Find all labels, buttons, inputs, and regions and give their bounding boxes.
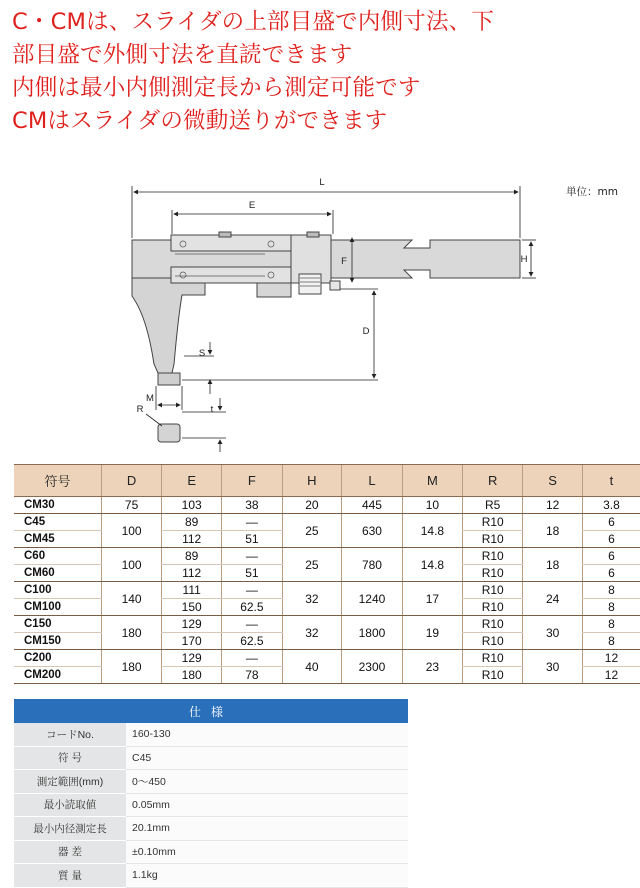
spec-value: 0～450 bbox=[126, 770, 408, 794]
table-row bbox=[14, 650, 640, 667]
cell-t: 8 bbox=[582, 616, 640, 633]
cell-t: 6 bbox=[582, 514, 640, 531]
cell-symbol: CM100 bbox=[14, 599, 102, 616]
cell-r: R10 bbox=[463, 531, 523, 548]
spec-value: ±0.10mm bbox=[126, 840, 408, 864]
label-f: F bbox=[341, 256, 347, 267]
table-row bbox=[14, 616, 640, 633]
spec-row bbox=[14, 840, 408, 864]
cell-f: 51 bbox=[222, 565, 282, 582]
cell-f: — bbox=[222, 548, 282, 565]
spec-key: 符 号 bbox=[14, 746, 126, 770]
cell-h: 32 bbox=[282, 616, 342, 650]
cell-h: 32 bbox=[282, 582, 342, 616]
cell-m: 14.8 bbox=[402, 548, 462, 582]
cell-f: 38 bbox=[222, 497, 282, 514]
cell-l: 445 bbox=[342, 497, 403, 514]
cell-symbol: C60 bbox=[14, 548, 102, 565]
intro-line: 部目盛で外側寸法を直読できます bbox=[12, 42, 353, 68]
cell-s: 30 bbox=[523, 650, 583, 684]
spec-row bbox=[14, 746, 408, 770]
cell-l: 1800 bbox=[342, 616, 403, 650]
cell-r: R10 bbox=[463, 565, 523, 582]
cell-r: R10 bbox=[463, 599, 523, 616]
unit-note: 単位：mm bbox=[566, 186, 618, 198]
spec-value: 160-130 bbox=[126, 723, 408, 746]
cell-symbol: CM30 bbox=[14, 497, 102, 514]
cell-f: — bbox=[222, 514, 282, 531]
cell-e: 129 bbox=[162, 616, 222, 633]
label-d: D bbox=[362, 326, 370, 337]
cell-m: 23 bbox=[402, 650, 462, 684]
cell-l: 780 bbox=[342, 548, 403, 582]
cell-t: 3.8 bbox=[582, 497, 640, 514]
cell-e: 180 bbox=[162, 667, 222, 684]
spec-key: 測定範囲(mm) bbox=[14, 770, 126, 794]
cell-t: 12 bbox=[582, 650, 640, 667]
cell-t: 12 bbox=[582, 667, 640, 684]
caliper-diagram bbox=[0, 168, 640, 460]
header-d: D bbox=[102, 465, 162, 497]
header-symbol: 符号 bbox=[14, 465, 102, 497]
header-h: H bbox=[282, 465, 342, 497]
header-l: L bbox=[342, 465, 403, 497]
cell-e: 112 bbox=[162, 565, 222, 582]
spec-key: コードNo. bbox=[14, 723, 126, 746]
cell-d: 180 bbox=[102, 650, 162, 684]
cell-f: — bbox=[222, 616, 282, 633]
header-s: S bbox=[523, 465, 583, 497]
spec-row bbox=[14, 723, 408, 746]
cell-r: R10 bbox=[463, 667, 523, 684]
table-row bbox=[14, 497, 640, 514]
cell-s: 24 bbox=[523, 582, 583, 616]
spec-row bbox=[14, 864, 408, 888]
cell-symbol: CM60 bbox=[14, 565, 102, 582]
spec-key: 最小読取値 bbox=[14, 793, 126, 817]
cell-f: 51 bbox=[222, 531, 282, 548]
cell-e: 129 bbox=[162, 650, 222, 667]
cell-h: 25 bbox=[282, 548, 342, 582]
cell-e: 150 bbox=[162, 599, 222, 616]
header-e: E bbox=[162, 465, 222, 497]
cell-symbol: C150 bbox=[14, 616, 102, 633]
label-m: M bbox=[146, 393, 154, 404]
cell-r: R10 bbox=[463, 616, 523, 633]
cell-s: 30 bbox=[523, 616, 583, 650]
cell-e: 112 bbox=[162, 531, 222, 548]
cell-d: 140 bbox=[102, 582, 162, 616]
table-row bbox=[14, 582, 640, 599]
cell-e: 89 bbox=[162, 514, 222, 531]
cell-r: R10 bbox=[463, 650, 523, 667]
spec-key: 器 差 bbox=[14, 840, 126, 864]
cell-t: 6 bbox=[582, 565, 640, 582]
cell-r: R10 bbox=[463, 548, 523, 565]
cell-symbol: CM45 bbox=[14, 531, 102, 548]
cell-s: 18 bbox=[523, 514, 583, 548]
cell-symbol: CM150 bbox=[14, 633, 102, 650]
spec-row bbox=[14, 793, 408, 817]
cell-f: — bbox=[222, 650, 282, 667]
cell-h: 25 bbox=[282, 514, 342, 548]
cell-d: 180 bbox=[102, 616, 162, 650]
cell-m: 10 bbox=[402, 497, 462, 514]
spec-value: 0.05mm bbox=[126, 793, 408, 817]
cell-f: 78 bbox=[222, 667, 282, 684]
label-t: t bbox=[210, 404, 214, 415]
spec-value: 20.1mm bbox=[126, 817, 408, 841]
spec-key: 質 量 bbox=[14, 864, 126, 888]
cell-e: 89 bbox=[162, 548, 222, 565]
spec-value: C45 bbox=[126, 746, 408, 770]
cell-t: 6 bbox=[582, 548, 640, 565]
cell-f: 62.5 bbox=[222, 633, 282, 650]
header-m: M bbox=[402, 465, 462, 497]
cell-r: R5 bbox=[463, 497, 523, 514]
cell-l: 630 bbox=[342, 514, 403, 548]
spec-value: 1.1kg bbox=[126, 864, 408, 888]
spec-key: 最小内径測定長 bbox=[14, 817, 126, 841]
cell-d: 100 bbox=[102, 548, 162, 582]
cell-r: R10 bbox=[463, 582, 523, 599]
cell-h: 20 bbox=[282, 497, 342, 514]
cell-l: 2300 bbox=[342, 650, 403, 684]
cell-e: 170 bbox=[162, 633, 222, 650]
dimension-table bbox=[14, 464, 640, 684]
cell-s: 12 bbox=[523, 497, 583, 514]
cell-f: — bbox=[222, 582, 282, 599]
cell-m: 19 bbox=[402, 616, 462, 650]
table-row bbox=[14, 514, 640, 531]
cell-d: 100 bbox=[102, 514, 162, 548]
header-r: R bbox=[463, 465, 523, 497]
spec-table bbox=[14, 699, 408, 888]
cell-d: 75 bbox=[102, 497, 162, 514]
cell-e: 111 bbox=[162, 582, 222, 599]
spec-row bbox=[14, 817, 408, 841]
intro-text bbox=[12, 6, 632, 138]
cell-t: 8 bbox=[582, 582, 640, 599]
cell-symbol: C100 bbox=[14, 582, 102, 599]
label-r: R bbox=[136, 404, 144, 415]
cell-e: 103 bbox=[162, 497, 222, 514]
intro-line: 内側は最小内側測定長から測定可能です bbox=[12, 75, 421, 101]
label-l: L bbox=[319, 177, 325, 188]
cell-f: 62.5 bbox=[222, 599, 282, 616]
label-h: H bbox=[520, 254, 528, 265]
intro-line: CMはスライダの微動送りができます bbox=[12, 108, 388, 134]
cell-symbol: C200 bbox=[14, 650, 102, 667]
cell-t: 6 bbox=[582, 531, 640, 548]
cell-r: R10 bbox=[463, 514, 523, 531]
cell-h: 40 bbox=[282, 650, 342, 684]
header-f: F bbox=[222, 465, 282, 497]
cell-symbol: CM200 bbox=[14, 667, 102, 684]
intro-line: C・CMは、スライダの上部目盛で内側寸法、下 bbox=[12, 9, 495, 35]
spec-row bbox=[14, 770, 408, 794]
table-row bbox=[14, 548, 640, 565]
cell-s: 18 bbox=[523, 548, 583, 582]
cell-r: R10 bbox=[463, 633, 523, 650]
header-t: t bbox=[582, 465, 640, 497]
table-header-row bbox=[14, 465, 640, 497]
label-e: E bbox=[248, 200, 256, 211]
spec-title: 仕様 bbox=[14, 699, 408, 723]
cell-l: 1240 bbox=[342, 582, 403, 616]
cell-m: 14.8 bbox=[402, 514, 462, 548]
cell-t: 8 bbox=[582, 633, 640, 650]
cell-m: 17 bbox=[402, 582, 462, 616]
label-s: S bbox=[198, 348, 206, 359]
cell-t: 8 bbox=[582, 599, 640, 616]
cell-symbol: C45 bbox=[14, 514, 102, 531]
